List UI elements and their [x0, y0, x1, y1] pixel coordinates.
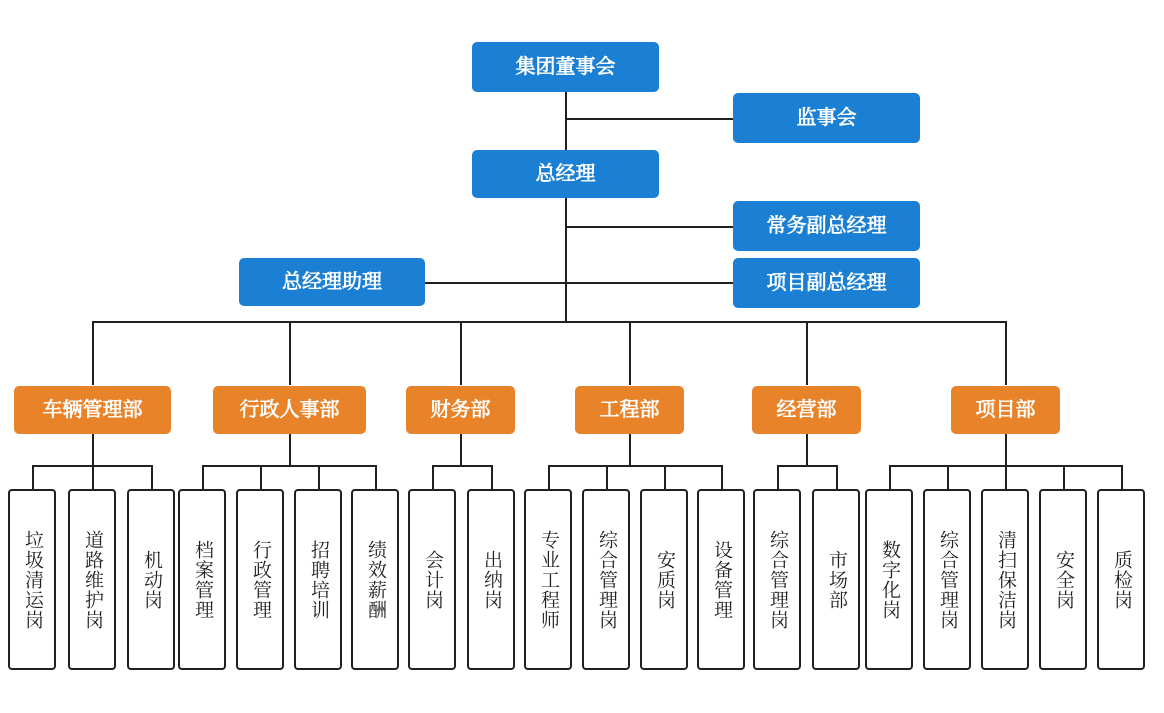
connector-project-child-3	[1005, 465, 1007, 489]
position-label: 出纳岗	[480, 549, 502, 610]
node-department-project-label: 项目部	[975, 399, 1036, 421]
node-project-deputy-gm[interactable]	[733, 258, 920, 308]
node-gm-assistant[interactable]	[239, 258, 425, 306]
position-box[interactable]	[697, 489, 745, 670]
position-label: 综合管理岗	[936, 529, 958, 630]
position-label: 综合管理岗	[595, 529, 617, 630]
connector-department-bus	[92, 321, 1005, 323]
position-box[interactable]	[812, 489, 860, 670]
connector-finance-child-1	[432, 465, 434, 489]
connector-vehicle-child-2	[92, 465, 94, 489]
connector-finance-stem	[460, 434, 462, 466]
node-department-vehicle[interactable]	[14, 386, 171, 434]
connector-operations-child-2	[836, 465, 838, 489]
node-exec-deputy-gm-label: 常务副总经理	[766, 215, 887, 237]
connector-operations-bus	[777, 465, 836, 467]
position-label: 综合管理岗	[766, 529, 788, 630]
position-box[interactable]	[351, 489, 399, 670]
position-label: 档案管理	[191, 539, 213, 620]
node-department-operations[interactable]	[752, 386, 861, 434]
position-box[interactable]	[640, 489, 688, 670]
connector-project-child-4	[1063, 465, 1065, 489]
connector-engineering-child-4	[721, 465, 723, 489]
position-box[interactable]	[236, 489, 284, 670]
position-label: 专业工程师	[537, 529, 559, 630]
position-label: 质检岗	[1110, 549, 1132, 610]
position-label: 绩效薪酬	[364, 539, 386, 620]
position-box[interactable]	[178, 489, 226, 670]
connector-bus-operations	[806, 321, 808, 385]
node-gm-assistant-label: 总经理助理	[282, 271, 382, 293]
position-box[interactable]	[524, 489, 572, 670]
position-label: 垃圾清运岗	[21, 529, 43, 630]
connector-engineering-stem	[629, 434, 631, 466]
connector-gm-project-deputy	[565, 282, 733, 284]
connector-admin-child-3	[318, 465, 320, 489]
node-department-admin-hr[interactable]	[213, 386, 366, 434]
connector-finance-child-2	[491, 465, 493, 489]
node-department-finance-label: 财务部	[430, 399, 491, 421]
position-box[interactable]	[923, 489, 971, 670]
connector-finance-bus	[432, 465, 492, 467]
node-project-deputy-gm-label: 项目副总经理	[766, 272, 887, 294]
position-box[interactable]	[981, 489, 1029, 670]
node-department-project[interactable]	[951, 386, 1060, 434]
node-board-label: 集团董事会	[515, 56, 616, 78]
position-box[interactable]	[127, 489, 175, 670]
position-label: 数字化岗	[878, 539, 900, 620]
connector-admin-stem	[289, 434, 291, 466]
position-label: 市场部	[825, 549, 847, 610]
position-box[interactable]	[865, 489, 913, 670]
node-department-finance[interactable]	[406, 386, 515, 434]
position-label: 行政管理	[249, 539, 271, 620]
connector-gm-supervisory	[565, 118, 733, 120]
position-label: 道路维护岗	[81, 529, 103, 630]
node-board[interactable]	[472, 42, 659, 92]
node-general-manager-label: 总经理	[535, 163, 596, 185]
connector-admin-child-1	[202, 465, 204, 489]
node-general-manager[interactable]	[472, 150, 659, 198]
position-label: 机动岗	[140, 549, 162, 610]
connector-engineering-child-2	[606, 465, 608, 489]
position-box[interactable]	[1039, 489, 1087, 670]
node-department-operations-label: 经营部	[776, 399, 837, 421]
position-label: 安质岗	[653, 549, 675, 610]
node-department-vehicle-label: 车辆管理部	[42, 399, 143, 421]
node-supervisory[interactable]	[733, 93, 920, 143]
position-box[interactable]	[8, 489, 56, 670]
connector-bus-project	[1005, 321, 1007, 385]
position-box[interactable]	[753, 489, 801, 670]
position-box[interactable]	[582, 489, 630, 670]
connector-operations-stem	[806, 434, 808, 466]
node-department-admin-hr-label: 行政人事部	[239, 399, 340, 421]
position-label: 招聘培训	[307, 539, 329, 620]
node-department-engineering-label: 工程部	[599, 399, 660, 421]
connector-admin-child-4	[375, 465, 377, 489]
connector-project-stem	[1005, 434, 1007, 466]
position-box[interactable]	[1097, 489, 1145, 670]
connector-bus-finance	[460, 321, 462, 385]
connector-engineering-child-1	[548, 465, 550, 489]
connector-gm-down	[565, 198, 567, 322]
position-label: 会计岗	[421, 549, 443, 610]
position-label: 清扫保洁岗	[994, 529, 1016, 630]
connector-board-gm	[565, 92, 567, 150]
position-label: 设备管理	[710, 539, 732, 620]
connector-gm-assistant	[424, 282, 566, 284]
node-supervisory-label: 监事会	[796, 107, 857, 129]
connector-operations-child-1	[777, 465, 779, 489]
connector-bus-engineering	[629, 321, 631, 385]
connector-admin-bus	[202, 465, 376, 467]
node-department-engineering[interactable]	[575, 386, 684, 434]
position-box[interactable]	[467, 489, 515, 670]
connector-project-child-1	[889, 465, 891, 489]
position-box[interactable]	[294, 489, 342, 670]
connector-vehicle-child-3	[151, 465, 153, 489]
position-box[interactable]	[68, 489, 116, 670]
node-exec-deputy-gm[interactable]	[733, 201, 920, 251]
connector-engineering-child-3	[664, 465, 666, 489]
connector-bus-vehicle	[92, 321, 94, 385]
connector-project-child-2	[947, 465, 949, 489]
position-box[interactable]	[408, 489, 456, 670]
connector-vehicle-stem	[92, 434, 94, 466]
connector-engineering-bus	[548, 465, 722, 467]
connector-project-child-5	[1121, 465, 1123, 489]
connector-admin-child-2	[260, 465, 262, 489]
connector-bus-admin	[289, 321, 291, 385]
connector-vehicle-child-1	[32, 465, 34, 489]
position-label: 安全岗	[1052, 549, 1074, 610]
connector-gm-exec-deputy	[565, 226, 733, 228]
